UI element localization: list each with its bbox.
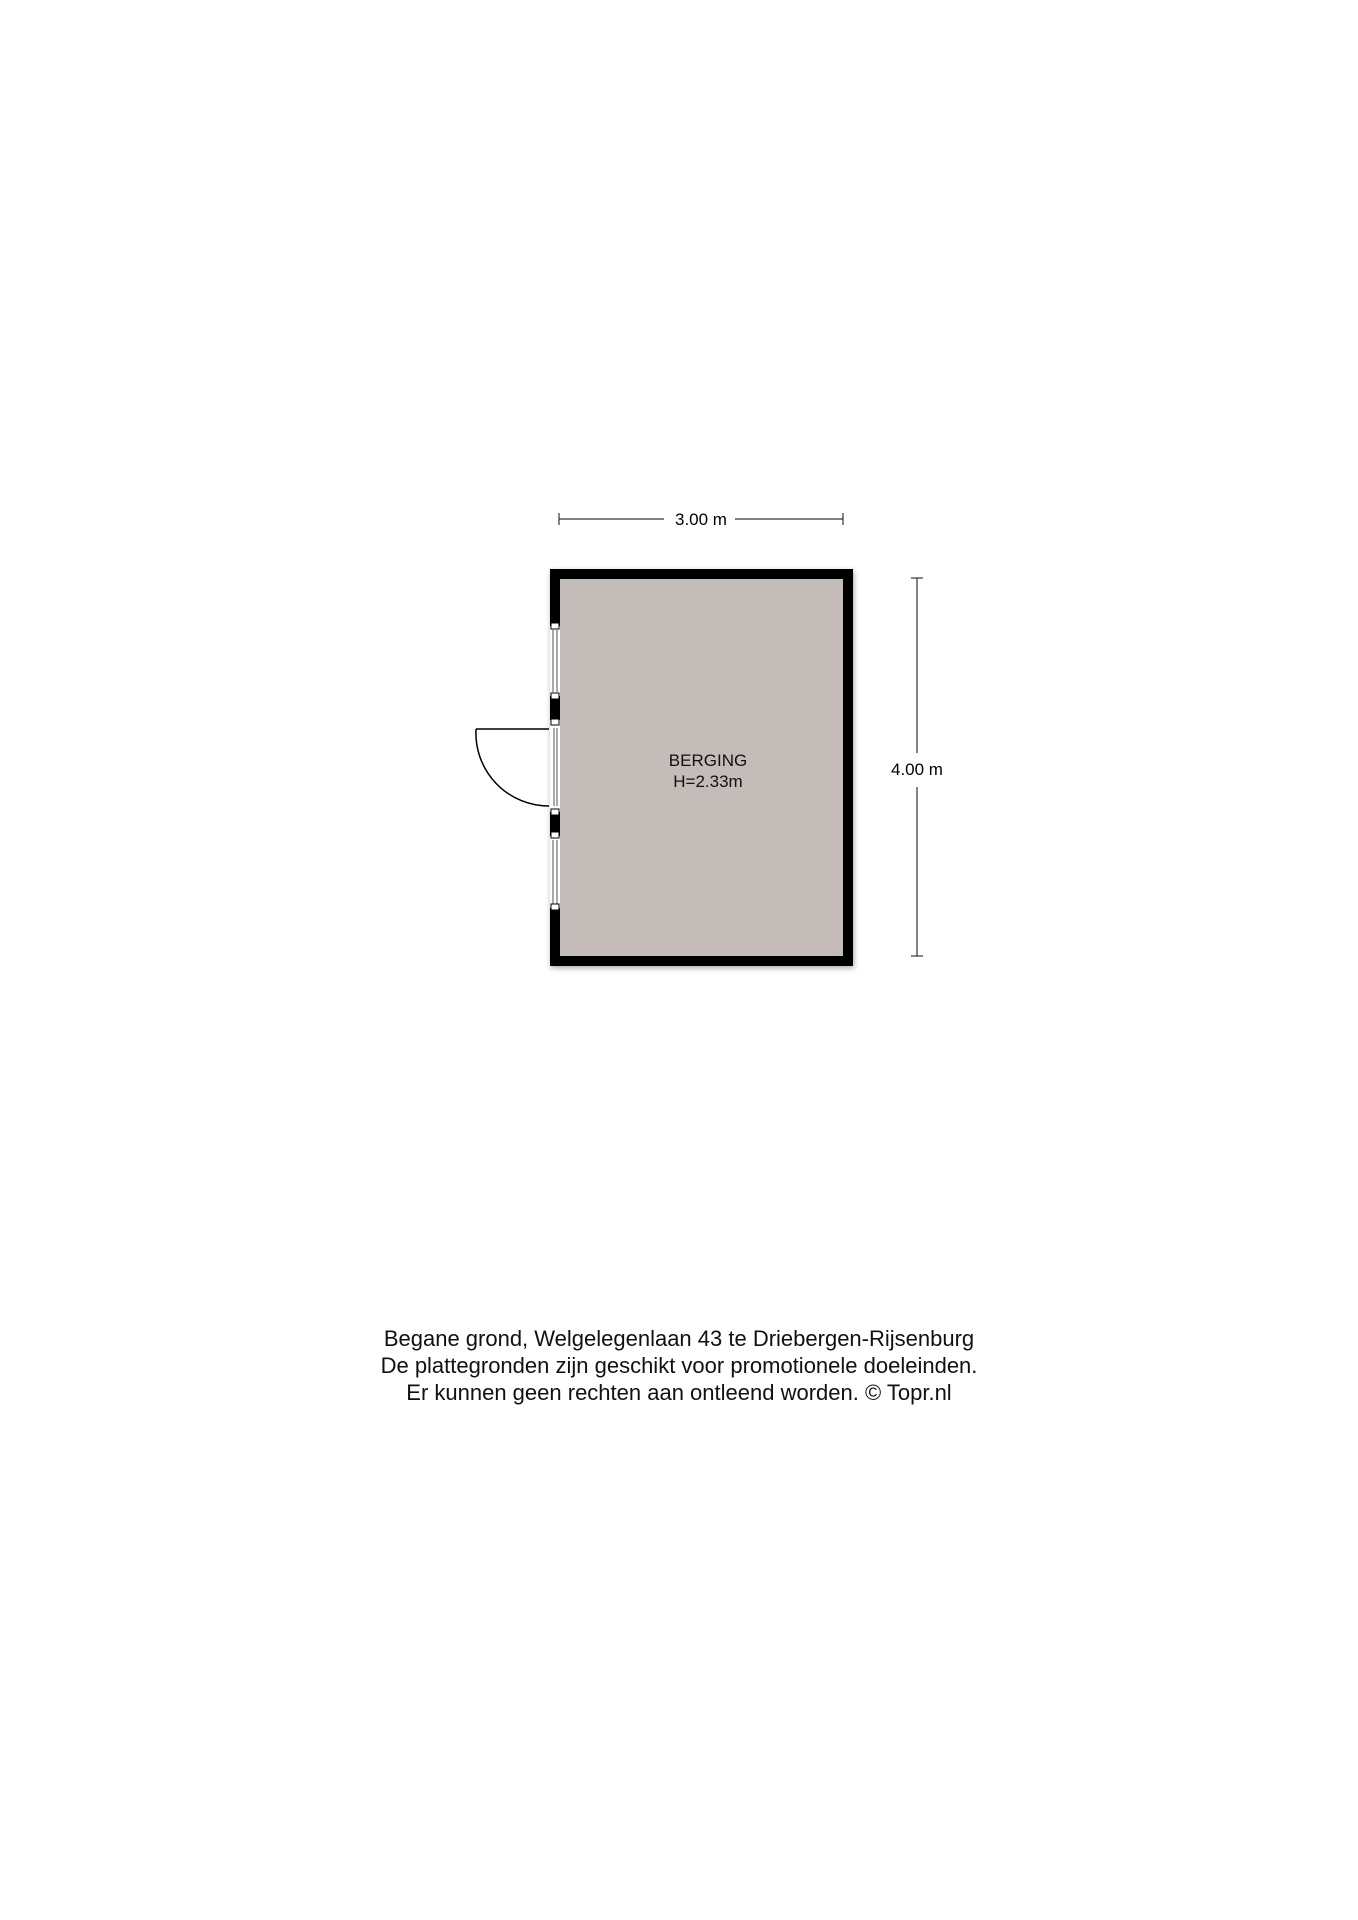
- window-lower: [550, 836, 560, 908]
- caption-line-2: De plattegronden zijn geschikt voor promotionele doeleinden.: [380, 1353, 978, 1378]
- door-opening: [550, 720, 560, 812]
- room-berging: [476, 569, 853, 966]
- width-label: 3.00 m: [675, 510, 727, 529]
- width-dimension: [559, 510, 843, 529]
- room-name: BERGING: [668, 751, 748, 770]
- room-height: H=2.33m: [673, 772, 743, 791]
- caption-line-3: Er kunnen geen rechten aan ontleend worden. © Topr.nl: [406, 1380, 952, 1405]
- window-upper: [550, 626, 560, 696]
- depth-dimension: [891, 578, 943, 956]
- caption-line-1: Begane grond, Welgelegenlaan 43 te Driebergen-Rijsenburg: [383, 1326, 975, 1351]
- floor-plan-caption: [0, 1325, 1358, 1406]
- door-swing: [476, 729, 549, 806]
- depth-label: 4.00 m: [891, 760, 943, 779]
